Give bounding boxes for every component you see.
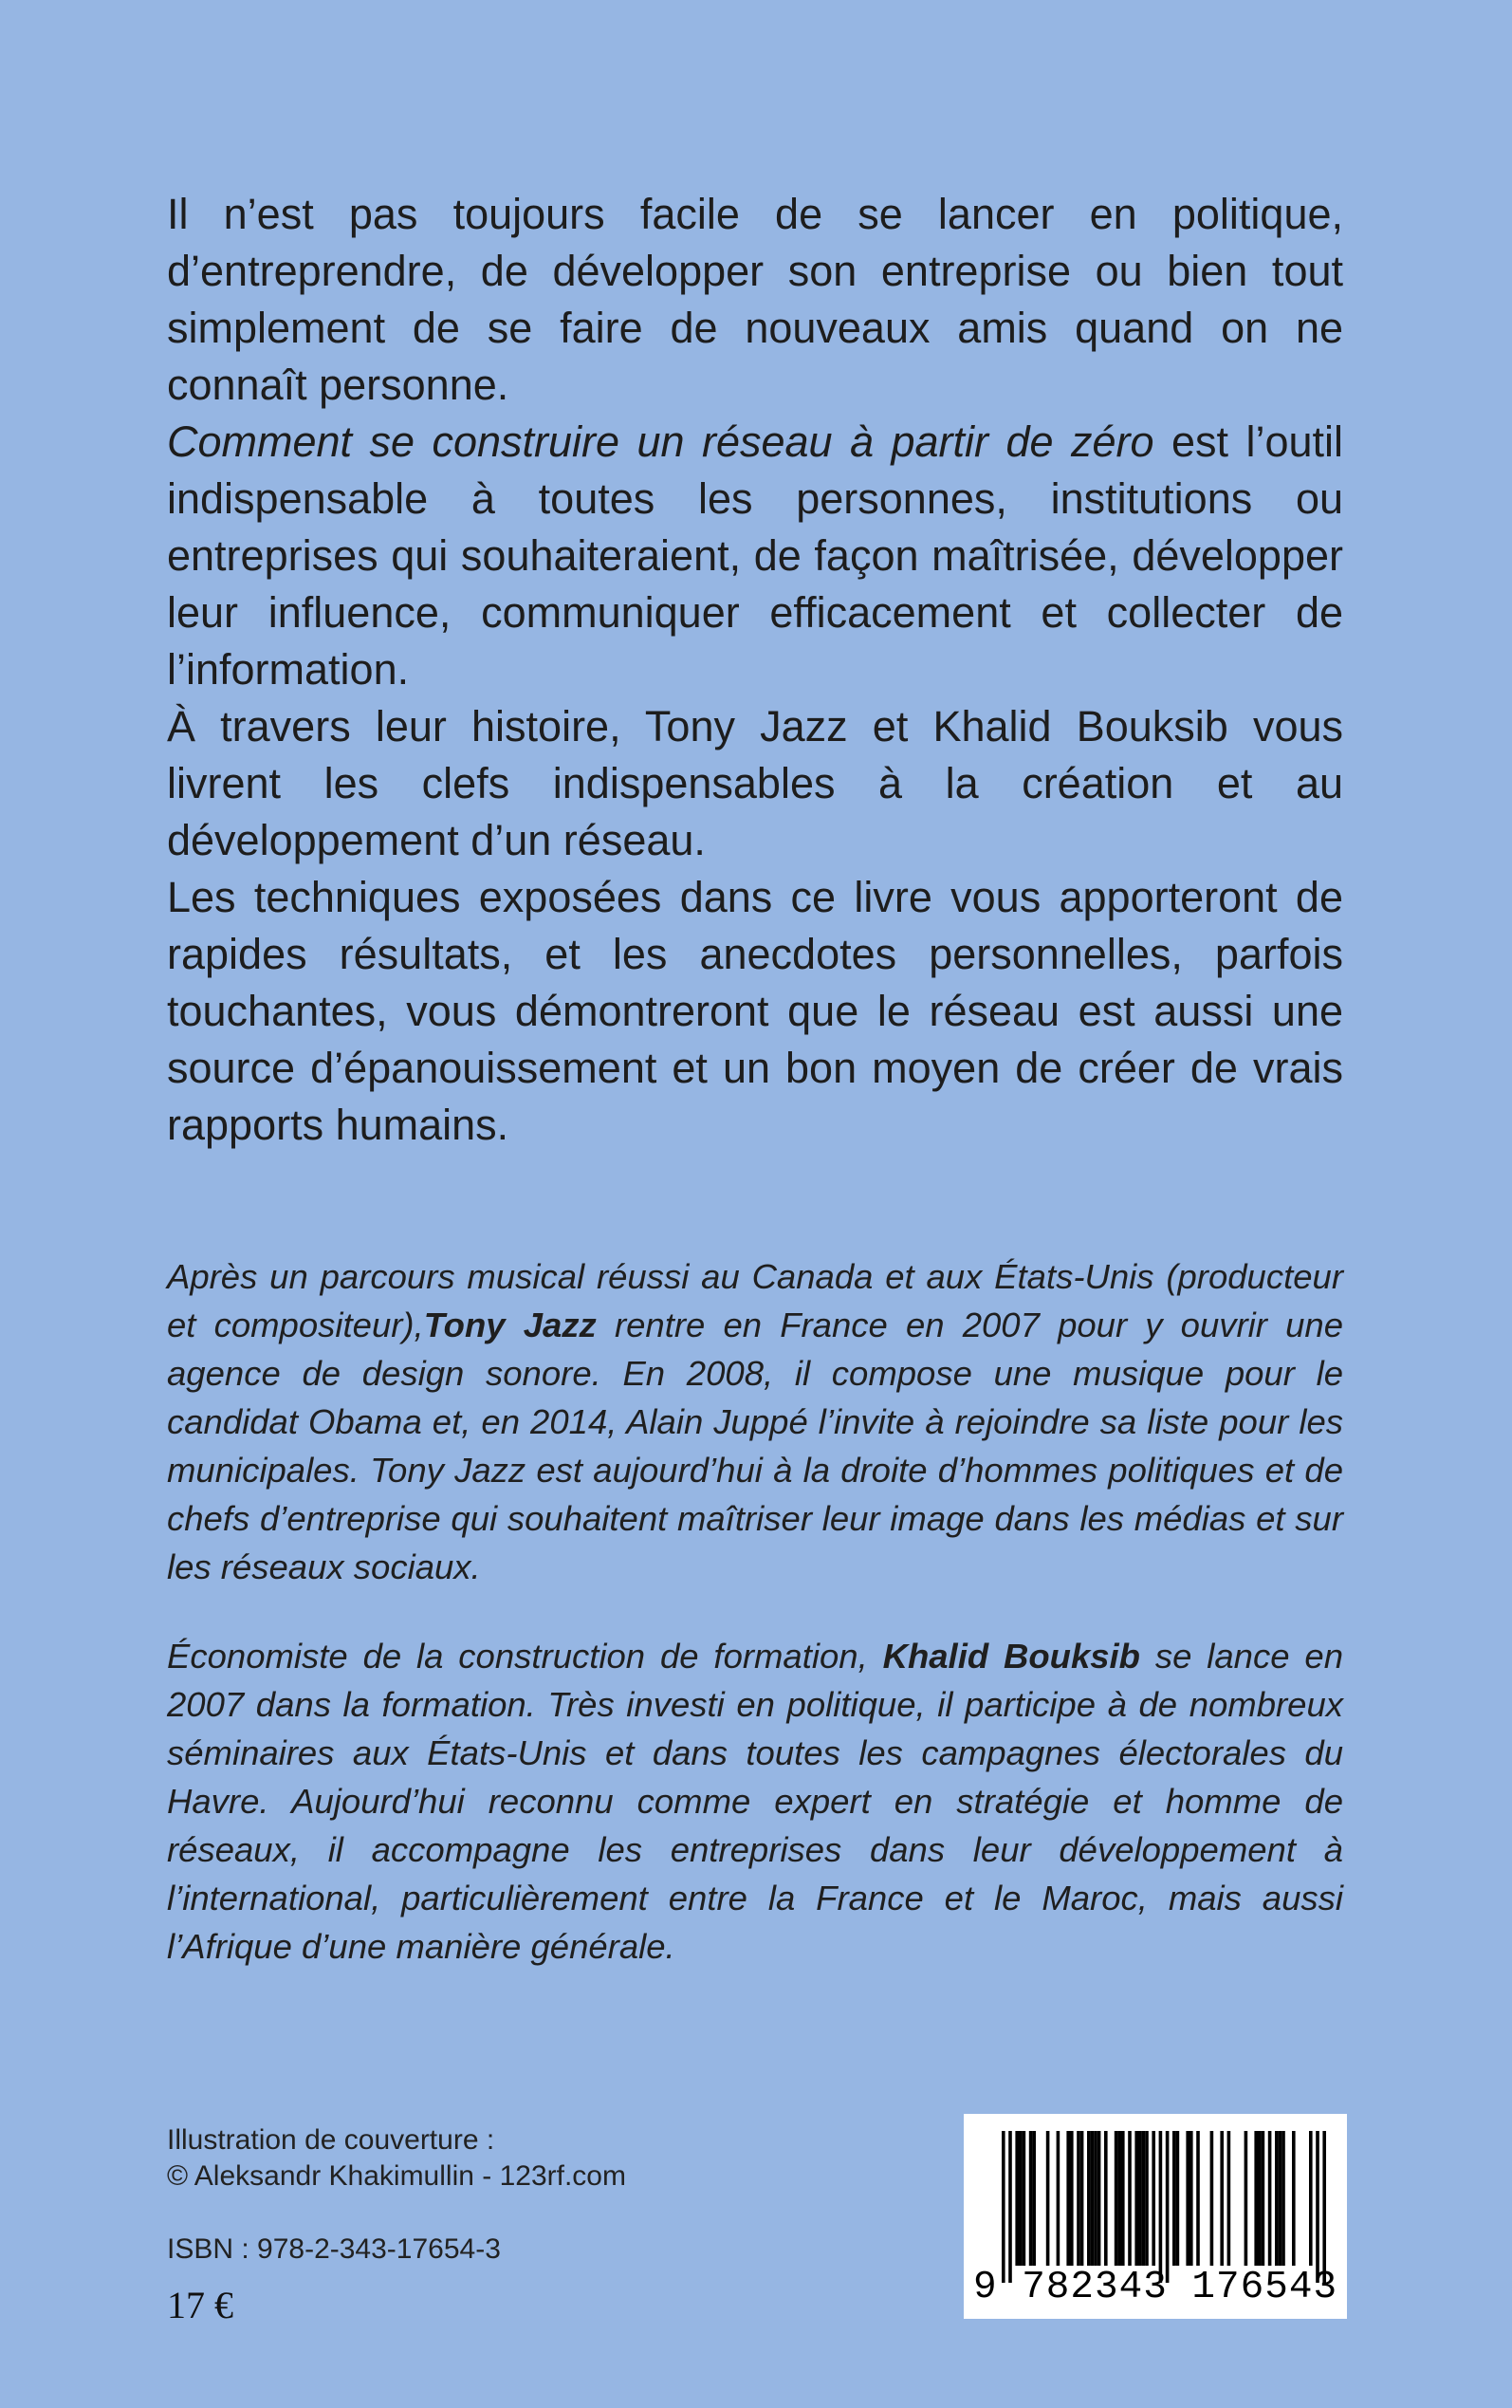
barcode-bar-8 bbox=[1057, 2131, 1060, 2266]
barcode-bar-40 bbox=[1262, 2131, 1265, 2266]
blurb-paragraph-3: À travers leur histoire, Tony Jazz et Khalid Bouksib vous livrent les clefs indispensables à la création et au développement d’un réseau. bbox=[167, 702, 1343, 864]
blurb-paragraph-4: Les techniques exposées dans ce livre vous apporteront de rapides résultats, et les anecdotes personnelles, parfois touchantes, vous démontreront que le réseau est aussi une source d’épanouissement et un bon moyen de créer de vrais rapports humains. bbox=[167, 873, 1343, 1149]
isbn-barcode bbox=[964, 2114, 1347, 2319]
credit-source: © Aleksandr Khakimullin - 123rf.com bbox=[167, 2160, 626, 2192]
price: 17 € bbox=[167, 2284, 233, 2326]
barcode-bar-21 bbox=[1128, 2131, 1132, 2266]
barcode-bar-13 bbox=[1087, 2131, 1091, 2266]
barcode-bar-19 bbox=[1117, 2131, 1121, 2266]
barcode-bar-15 bbox=[1094, 2131, 1097, 2266]
barcode-bar-18 bbox=[1115, 2131, 1118, 2266]
barcode-bar-16 bbox=[1097, 2131, 1101, 2266]
cover-illustration-credit bbox=[167, 2122, 626, 2195]
barcode-bar-17 bbox=[1104, 2131, 1108, 2266]
barcode-bar-12 bbox=[1080, 2131, 1084, 2266]
barcode-bar-45 bbox=[1292, 2131, 1296, 2266]
barcode-bar-31 bbox=[1186, 2131, 1189, 2266]
author-bio-tony-jazz bbox=[167, 1252, 1343, 1591]
barcode-bar-35 bbox=[1220, 2131, 1224, 2266]
barcode-digits: 9 782343 176543 bbox=[973, 2266, 1338, 2309]
barcode-bar-33 bbox=[1196, 2131, 1200, 2266]
barcode-bar-6 bbox=[1032, 2131, 1036, 2266]
barcode-bar-46 bbox=[1309, 2131, 1313, 2266]
barcode-bar-42 bbox=[1275, 2131, 1279, 2266]
barcode-bar-10 bbox=[1070, 2131, 1074, 2266]
book-title: Comment se construire un réseau à partir de zéro bbox=[167, 417, 1154, 466]
barcode-bar-36 bbox=[1227, 2131, 1231, 2266]
barcode-bar-44 bbox=[1282, 2131, 1285, 2266]
barcode-bar-2 bbox=[1015, 2131, 1019, 2266]
barcode-bar-47 bbox=[1316, 2131, 1319, 2283]
barcode-bar-22 bbox=[1134, 2131, 1138, 2266]
author-name-tony-jazz: Tony Jazz bbox=[423, 1306, 597, 1344]
barcode-bar-7 bbox=[1046, 2131, 1050, 2266]
barcode-bar-37 bbox=[1245, 2131, 1248, 2266]
barcode-bar-30 bbox=[1176, 2131, 1180, 2266]
bio2-intro: Économiste de la construction de formation, bbox=[167, 1637, 883, 1676]
author-name-khalid-bouksib: Khalid Bouksib bbox=[882, 1637, 1140, 1676]
barcode-bar-25 bbox=[1145, 2131, 1149, 2266]
isbn: ISBN : 978-2-343-17654-3 bbox=[167, 2233, 501, 2265]
blurb-paragraph-2-rest: est l’outil indispensable à toutes les personnes, institutions ou entreprises qui souhaiteraient, de façon maîtrisée, développer leur influence, communiquer efficacement et collecter de l’information. bbox=[167, 417, 1343, 694]
barcode-bar-39 bbox=[1258, 2131, 1262, 2266]
barcode-bar-28 bbox=[1166, 2131, 1170, 2283]
barcode-bar-27 bbox=[1159, 2131, 1163, 2283]
barcode-bar-26 bbox=[1152, 2131, 1155, 2266]
author-bio-khalid-bouksib bbox=[167, 1632, 1343, 1971]
barcode-bar-41 bbox=[1268, 2131, 1272, 2266]
barcode-bar-4 bbox=[1023, 2131, 1026, 2266]
barcode-bar-5 bbox=[1029, 2131, 1033, 2266]
barcode-bar-32 bbox=[1189, 2131, 1193, 2266]
barcode-bar-23 bbox=[1138, 2131, 1142, 2266]
barcode-bar-48 bbox=[1322, 2131, 1326, 2283]
bio1-intro: Après un parcours musical réussi au Canada et aux États-Unis (producteur et compositeur), bbox=[167, 1257, 1343, 1344]
barcode-bar-24 bbox=[1142, 2131, 1146, 2266]
barcode-bar-3 bbox=[1019, 2131, 1023, 2266]
bio2-text: se lance en 2007 dans la formation. Très investi en politique, il participe à de nombreux séminaires aux États-Unis et dans toutes les campagnes électorales du Havre. Aujourd’hui reconnu comme expert en stratégie et homme de réseaux, il accompagne les entreprises dans leur développement à l’international, particulièrement entre la France et le Maroc, mais aussi l’Afrique d’une manière générale. bbox=[167, 1637, 1343, 1966]
barcode-bar-1 bbox=[1008, 2131, 1012, 2283]
credit-label: Illustration de couverture : bbox=[167, 2124, 495, 2156]
barcode-bar-38 bbox=[1254, 2131, 1258, 2266]
barcode-bar-14 bbox=[1091, 2131, 1095, 2266]
barcode-bar-9 bbox=[1066, 2131, 1070, 2266]
barcode-bar-11 bbox=[1077, 2131, 1080, 2266]
barcode-bar-43 bbox=[1279, 2131, 1282, 2266]
back-cover-blurb bbox=[167, 186, 1343, 1154]
barcode-bar-34 bbox=[1210, 2131, 1214, 2266]
blurb-paragraph-1: Il n’est pas toujours facile de se lancer en politique, d’entreprendre, de développer son entreprise ou bien tout simplement de se faire de nouveaux amis quand on ne connaît personne. bbox=[167, 190, 1343, 409]
blurb-paragraph-2 bbox=[167, 414, 1343, 698]
barcode-bar-0 bbox=[1002, 2131, 1005, 2283]
barcode-bar-20 bbox=[1121, 2131, 1125, 2266]
barcode-bar-29 bbox=[1172, 2131, 1176, 2266]
bio1-text: rentre en France en 2007 pour y ouvrir une agence de design sonore. En 2008, il compose une musique pour le candidat Obama et, en 2014, Alain Juppé l’invite à rejoindre sa liste pour les municipales. Tony Jazz est aujourd’hui à la droite d’hommes politiques et de chefs d’entreprise qui souhaitent maîtriser leur image dans les médias et sur les réseaux sociaux. bbox=[167, 1306, 1343, 1586]
